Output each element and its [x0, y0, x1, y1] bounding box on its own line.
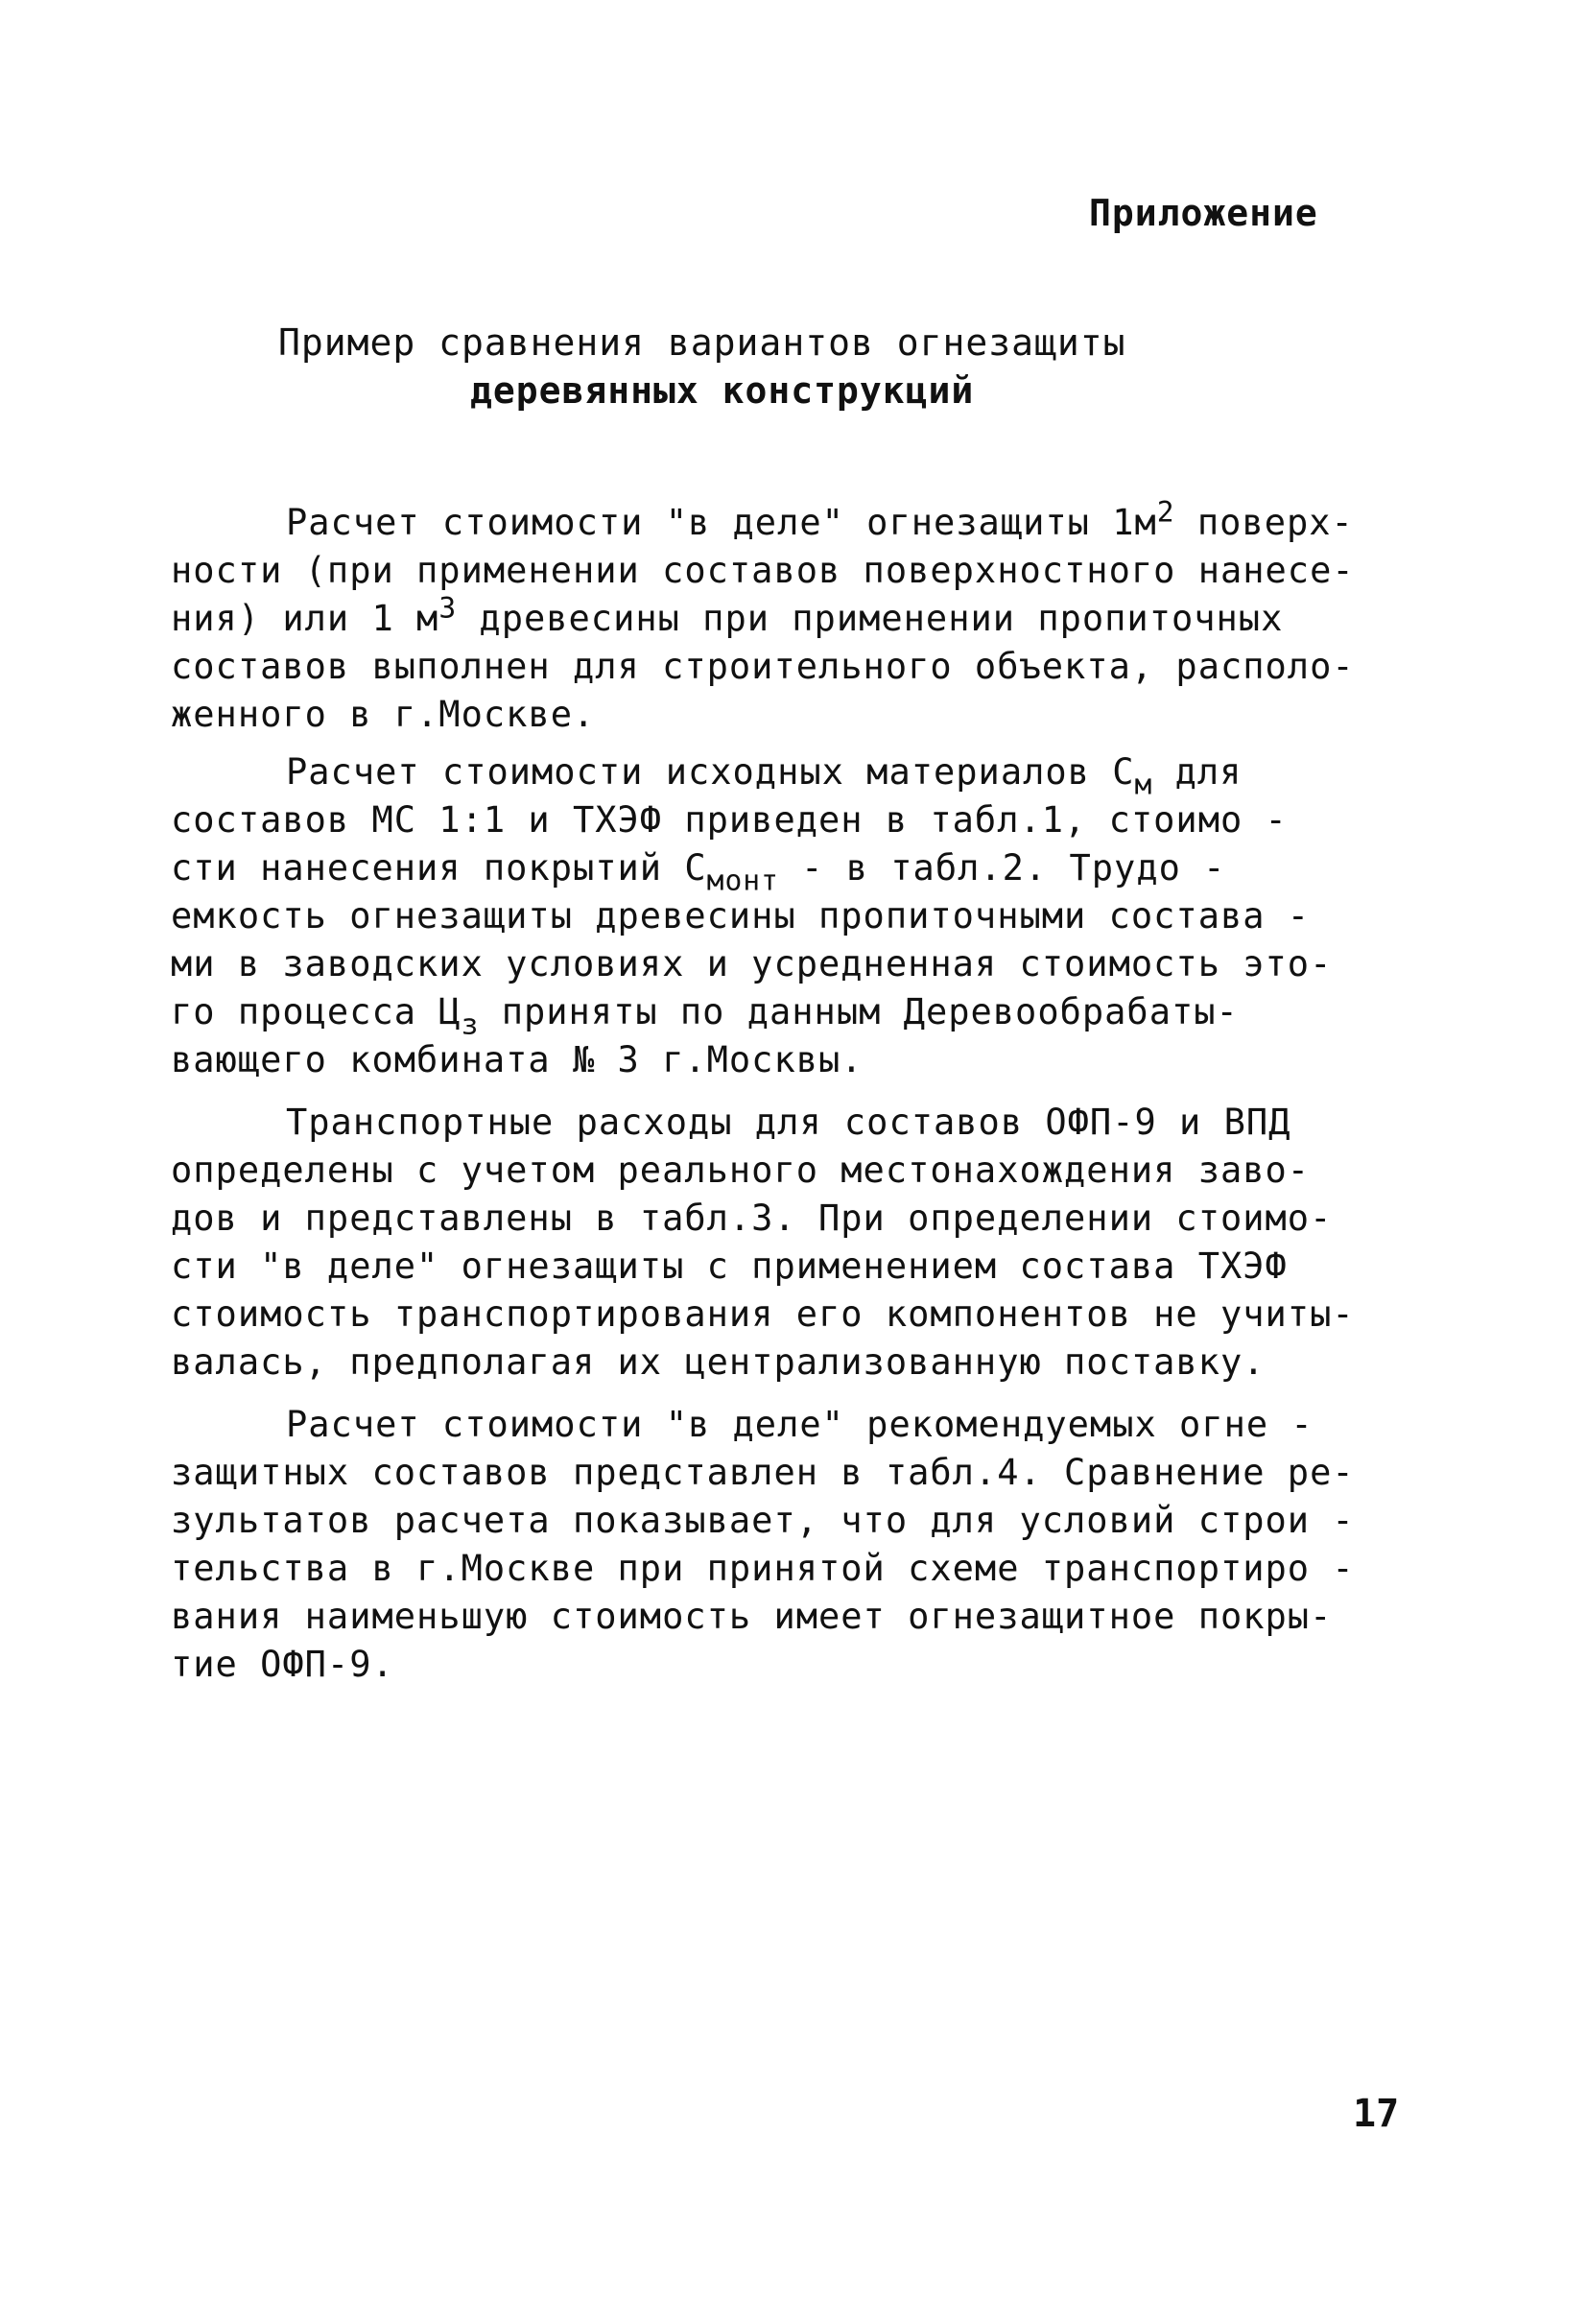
paragraph-line: го процесса $Ц_з$ приняты по данным Деревообрабаты-: [171, 991, 1239, 1041]
paragraph-line: тие ОФП-9.: [171, 1644, 394, 1685]
appendix-label: Приложение: [1089, 192, 1318, 234]
paragraph-4: [171, 1401, 1408, 1689]
page-title-line-1: Пример сравнения вариантов огнезащиты: [278, 321, 1126, 364]
paragraph-line: Расчет стоимости "в деле" рекомендуемых огне -: [286, 1404, 1314, 1445]
paragraph-line: защитных составов представлен в табл.4. Сравнение ре-: [171, 1452, 1355, 1493]
paragraph-line: составов выполнен для строительного объекта, располо-: [171, 646, 1355, 687]
paragraph-line: составов МС 1:1 и ТХЭФ приведен в табл.1, стоимо -: [171, 799, 1288, 841]
paragraph-line: определены с учетом реального местонахождения заво-: [171, 1150, 1311, 1191]
paragraph-line: Расчет стоимости "в деле" огнезащиты $1м^2$ поверх-: [286, 495, 1354, 543]
paragraph-line: валась, предполагая их централизованную поставку.: [171, 1341, 1266, 1383]
paragraph-line: Расчет стоимости исходных материалов $С_м$ для: [286, 751, 1243, 801]
paragraph-line: ности (при применении составов поверхностного нанесе-: [171, 550, 1355, 591]
paragraph-1: [171, 495, 1408, 739]
paragraph-line: вающего комбината № 3 г.Москвы.: [171, 1039, 864, 1080]
paragraph-line: Транспортные расходы для составов ОФП-9 и ВПД: [286, 1102, 1291, 1143]
paragraph-line: дов и представлены в табл.3. При определении стоимо-: [171, 1198, 1333, 1239]
paragraph-line: емкость огнезащиты древесины пропиточными состава -: [171, 895, 1311, 937]
paragraph-line: зультатов расчета показывает, что для условий строи -: [171, 1500, 1355, 1541]
paragraph-3: [171, 1099, 1408, 1387]
paragraph-line: сти нанесения покрытий $С_{монт}$ - в табл.2. Трудо -: [171, 847, 1226, 897]
paragraph-line: вания наименьшую стоимость имеет огнезащитное покры-: [171, 1596, 1333, 1637]
paragraph-2: [171, 748, 1408, 1084]
page-number: 17: [1353, 2092, 1400, 2136]
page-title-line-2: деревянных конструкций: [470, 369, 975, 412]
paragraph-line: ния) или 1 $м^3$ древесины при применении пропиточных: [171, 591, 1284, 639]
paragraph-line: женного в г.Москве.: [171, 694, 596, 735]
paragraph-line: ми в заводских условиях и усредненная стоимость это-: [171, 943, 1333, 984]
paragraph-line: стоимость транспортирования его компонентов не учиты-: [171, 1293, 1355, 1335]
paragraph-line: тельства в г.Москве при принятой схеме транспортиро -: [171, 1548, 1355, 1589]
paragraph-line: сти "в деле" огнезащиты с применением состава ТХЭФ: [171, 1245, 1288, 1287]
